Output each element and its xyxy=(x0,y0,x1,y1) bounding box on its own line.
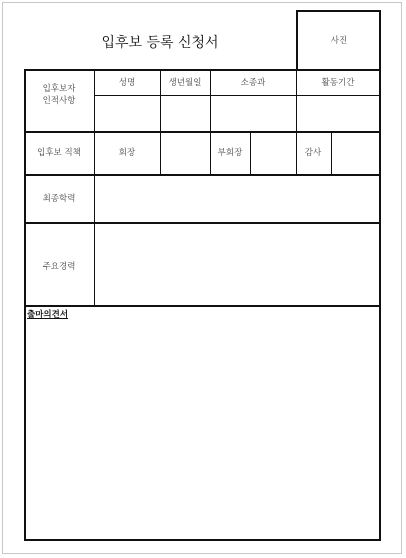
education-label: 최종학력 xyxy=(42,194,76,204)
photo-label: 사진 xyxy=(330,36,348,46)
row-separator-career xyxy=(24,305,381,307)
career-field[interactable] xyxy=(95,224,379,305)
education-field[interactable] xyxy=(95,176,379,222)
opinion-label: 출마의견서 xyxy=(27,310,69,320)
col-divider-vice-president-value xyxy=(296,132,297,174)
table-right-border xyxy=(379,10,381,541)
president-checkbox-cell[interactable] xyxy=(161,133,210,174)
position-president-label: 회장 xyxy=(118,148,136,158)
column-header-birthdate: 생년월일 xyxy=(168,78,202,88)
table-bottom-border xyxy=(24,539,381,541)
opinion-field[interactable] xyxy=(26,322,379,539)
column-header-activity-period: 활동기간 xyxy=(321,78,355,88)
auditor-checkbox-cell[interactable] xyxy=(332,133,379,174)
column-header-department: 소종과 xyxy=(240,78,266,88)
photo-box-left-border xyxy=(296,10,298,69)
position-auditor-label: 감사 xyxy=(304,148,322,158)
position-label: 입후보 직책 xyxy=(37,148,81,158)
activity-period-field[interactable] xyxy=(297,96,379,131)
vice-president-checkbox-cell[interactable] xyxy=(251,133,296,174)
birthdate-field[interactable] xyxy=(161,96,210,131)
table-top-border xyxy=(24,69,381,71)
career-label: 주요경력 xyxy=(42,262,76,272)
form-title: 입후보 등록 신청서 xyxy=(101,35,219,51)
personal-info-label: 입후보자 인적사항 xyxy=(42,84,76,106)
position-vice-president-label: 부회장 xyxy=(217,148,243,158)
department-field[interactable] xyxy=(211,96,296,131)
column-header-name: 성명 xyxy=(118,78,136,88)
col-divider-president-value xyxy=(210,132,211,174)
name-field[interactable] xyxy=(95,96,160,131)
photo-box-top-border xyxy=(296,10,381,12)
